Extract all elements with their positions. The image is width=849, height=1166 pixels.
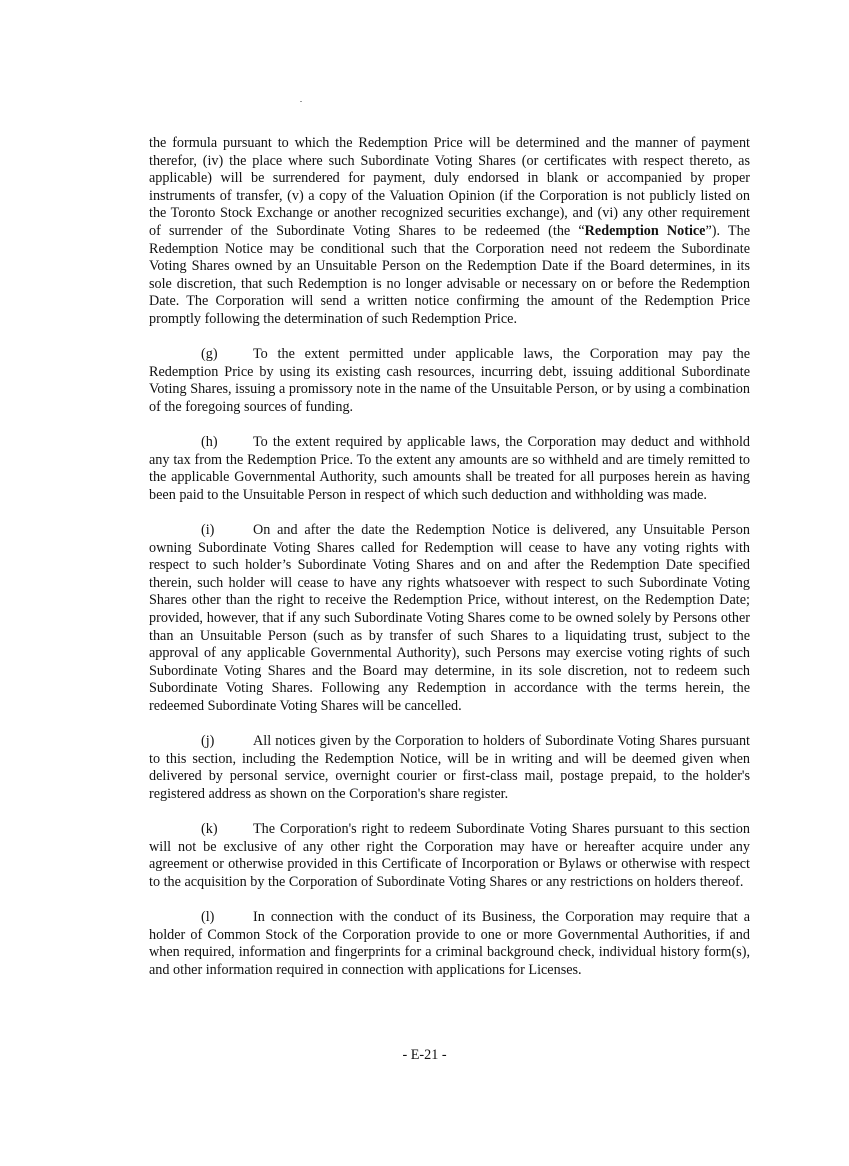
paragraph-label: (i) [201, 522, 215, 539]
paragraph-text: To the extent required by applicable laws, the Corporation may deduct and withhold any tax from the Redemption Price. To the extent any amounts are so withheld and are timely remitted to the applicable Governmental Authority, such amounts shall be treated for all purposes herein as having been paid to the Unsuitable Person in respect of which such deduction and withholding was made. [149, 434, 750, 503]
paragraph-l [149, 909, 750, 979]
page-number: - E-21 - [402, 1047, 447, 1063]
paragraph-h [149, 434, 750, 504]
defined-term-redemption-notice: Redemption Notice [584, 222, 706, 239]
paragraph-label: (g) [201, 346, 218, 363]
paragraph-text: On and after the date the Redemption Notice is delivered, any Unsuitable Person owning Subordinate Voting Shares called for Redemption will cease to have any voting rights with respect to such holder’s Subordinate Voting Shares and on and after the Redemption Date specified therein, such holder will cease to have any rights whatsoever with respect to such Subordinate Voting Shares other than the right to receive the Redemption Price, without interest, on the Redemption Date; provided, however, that if any such Subordinate Voting Shares come to be owned solely by Persons other than an Unsuitable Person (such as by transfer of such Shares to a liquidating trust, subject to the approval of any applicable Governmental Authority), such Persons may exercise voting rights of such Subordinate Voting Shares and the Board may determine, in its sole discretion, not to redeem such Subordinate Voting Shares. Following any Redemption in accordance with the terms herein, the redeemed Subordinate Voting Shares will be cancelled. [149, 522, 750, 714]
continuation-text-after: ”). The Redemption Notice may be conditional such that the Corporation need not redeem the Subordinate Voting Shares owned by an Unsuitable Person on the Redemption Date if the Board determines, in its sole discretion, that such Redemption is no longer advisable or necessary on or before the Redemption Date. The Corporation will send a written notice confirming the amount of the Redemption Price promptly following the determination of such Redemption Price. [149, 222, 750, 327]
paragraph-label: (h) [201, 434, 218, 451]
paragraph-text: The Corporation's right to redeem Subordinate Voting Shares pursuant to this section will not be exclusive of any other right the Corporation may have or hereafter acquire under any agreement or otherwise provided in this Certificate of Incorporation or Bylaws or otherwise with respect to the acquisition by the Corporation of Subordinate Voting Shares or any restrictions on holders thereof. [149, 821, 750, 890]
paragraph-j [149, 733, 750, 803]
paragraph-label: (k) [201, 821, 218, 838]
paragraph-text: To the extent permitted under applicable laws, the Corporation may pay the Redemption Price by using its existing cash resources, incurring debt, issuing additional Subordinate Voting Shares, issuing a promissory note in the name of the Unsuitable Person, or by using a combination of the foregoing sources of funding. [149, 346, 750, 415]
paragraph-k [149, 821, 750, 891]
document-body [149, 135, 750, 980]
paragraph-g [149, 346, 750, 416]
paragraph-text: All notices given by the Corporation to holders of Subordinate Voting Shares pursuant to this section, including the Redemption Notice, will be in writing and will be deemed given when delivered by personal service, overnight courier or first-class mail, postage prepaid, to the holder's registered address as shown on the Corporation's share register. [149, 733, 750, 802]
continuation-text-before: the formula pursuant to which the Redemption Price will be determined and the manner of payment therefor, (iv) the place where such Subordinate Voting Shares (or certificates with respect thereto, as applicable) will be surrendered for payment, duly endorsed in blank or accompanied by proper instruments of transfer, (v) a copy of the Valuation Opinion (if the Corporation is not publicly listed on the Toronto Stock Exchange or another recognized securities exchange), and (vi) any other requirement of surrender of the Subordinate Voting Shares to be redeemed (the “ [149, 135, 750, 239]
scan-speck [300, 101, 302, 102]
paragraph-label: (j) [201, 733, 215, 750]
paragraph-text: In connection with the conduct of its Business, the Corporation may require that a holder of Common Stock of the Corporation provide to one or more Governmental Authorities, if and when required, information and fingerprints for a criminal background check, individual history form(s), and other information required in connection with applications for Licenses. [149, 909, 750, 978]
paragraph-i [149, 522, 750, 716]
paragraph-continuation [149, 135, 750, 329]
paragraph-label: (l) [201, 909, 215, 926]
